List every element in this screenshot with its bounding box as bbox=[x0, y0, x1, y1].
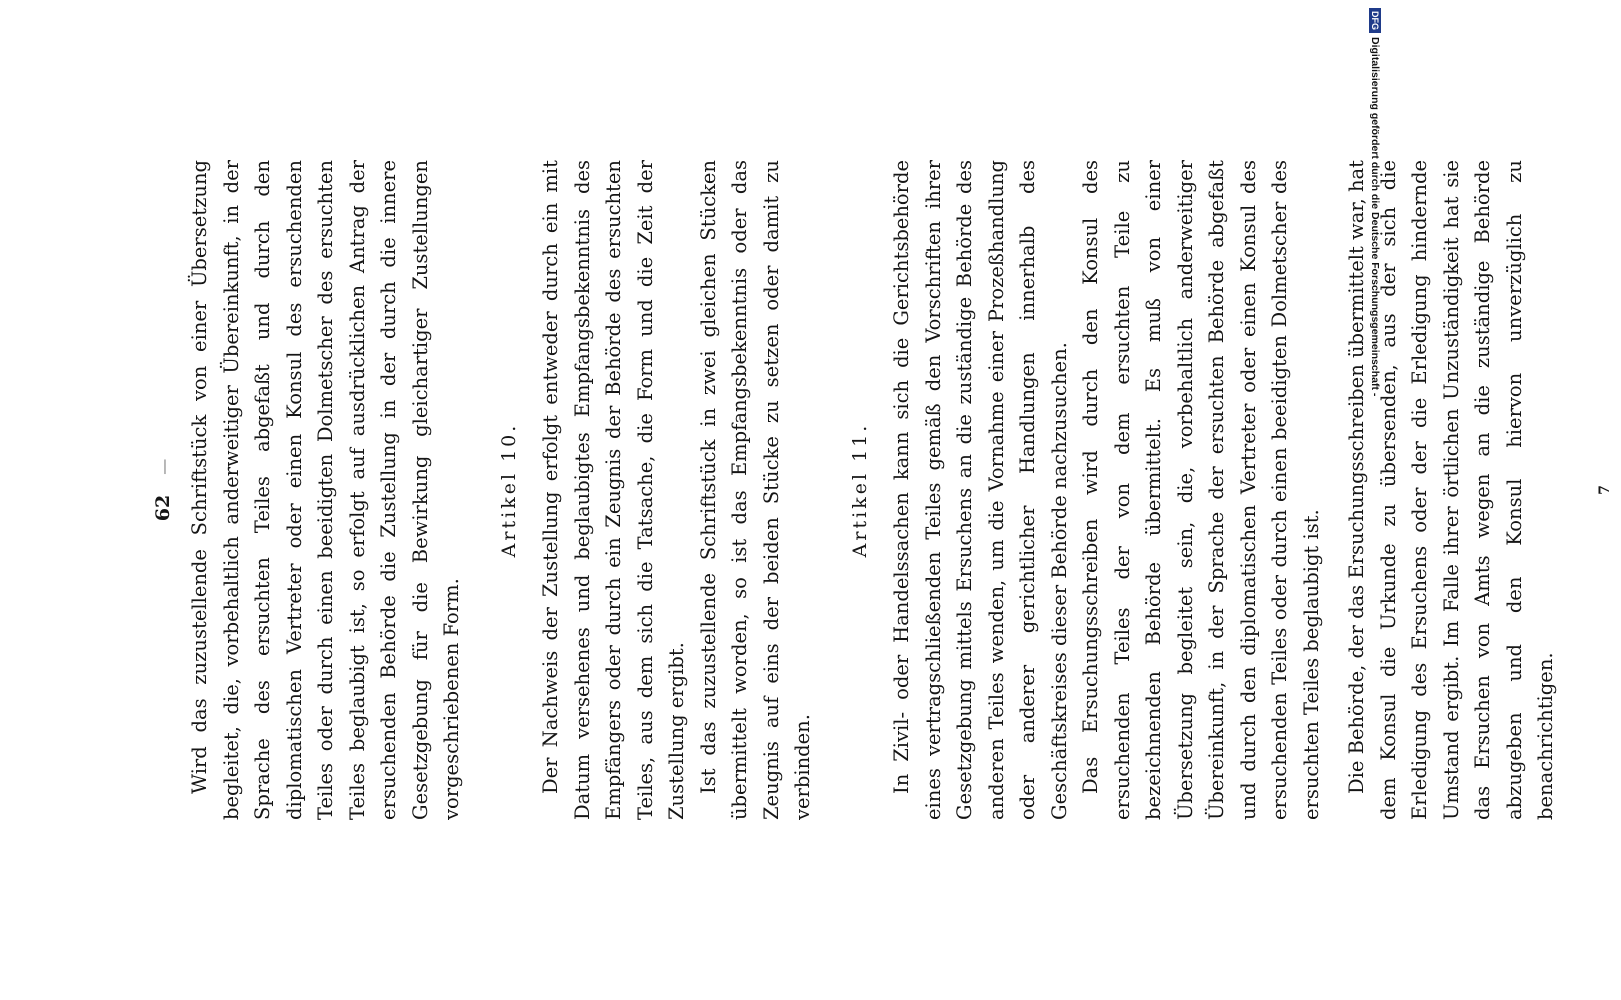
intro-paragraph: Wird das zuzustellende Schriftstück von einer Übersetzung begleitet, die, vorbehaltlich anderweitiger Übereinkunft, in der Sprache des ersuchten Teiles abgefaßt und durch den diplomatischen Vertreter oder einen Konsul des ersuchenden Teiles oder durch einen beeidigten Dolmetscher des ersuchten Teiles beglaubigt ist, so erfolgt auf ausdrücklichen Antrag der ersuchenden Behörde die Zustellung in der durch die innere Gesetzgebung für die Bewirkung gleichartiger Zustellungen vorgeschriebenen Form. bbox=[188, 160, 463, 820]
stamp-text: Digitalisierung gefördert durch die Deutsche Forschungsgemeinschaft - bbox=[1369, 37, 1381, 397]
signature-number: 7 bbox=[1596, 485, 1613, 495]
header-dash: — bbox=[154, 458, 174, 475]
dfg-stamp bbox=[1361, 8, 1383, 400]
article-11-paragraph-2: Das Ersuchungsschreiben wird durch den Konsul des ersuchenden Teiles der von dem ersuchten Teile zu bezeichnenden Behörde übermittelt. Es muß von einer Übersetzung begleitet sein, die, vorbehaltlich anderweitiger Übereinkunft, in der Sprache der ersuchten Behörde abgefaßt und durch den diplomatischen Vertreter oder einen Konsul des ersuchenden Teiles oder durch einen beeidigten Dolmetscher des ersuchten Teiles beglaubigt ist. bbox=[1079, 160, 1323, 820]
page-number: 62 bbox=[152, 494, 175, 522]
article-11-paragraph-1: In Zivil- oder Handelssachen kann sich die Gerichtsbehörde eines vertragschließenden Teiles gemäß den Vorschriften ihrer Gesetzgebung mittels Ersuchens an die zuständige Behörde des anderen Teiles wenden, um die Vornahme einer Prozeßhandlung oder anderer gerichtlicher Handlungen innerhalb des Geschäftskreises dieser Behörde nachzusuchen. bbox=[890, 160, 1071, 820]
article-10-paragraph-2: Ist das zuzustellende Schriftstück in zwei gleichen Stücken übermittelt worden, so ist das Empfangsbekenntnis oder das Zeugnis auf eins der beiden Stücke zu setzen oder damit zu verbinden. bbox=[696, 160, 814, 820]
page-header bbox=[150, 160, 178, 820]
dfg-logo: DFG bbox=[1369, 8, 1381, 33]
rotated-text-block bbox=[150, 160, 1621, 820]
article-10-paragraph-1: Der Nachweis der Zustellung erfolgt entweder durch ein mit Datum versehenes und beglaubigtes Empfangsbekenntnis des Empfängers oder durch ein Zeugnis der Behörde des ersuchten Teiles, aus dem sich die Tatsache, die Form und die Zeit der Zustellung ergibt. bbox=[539, 160, 688, 820]
article-11-title: Artikel 11. bbox=[848, 422, 871, 558]
article-10-title: Artikel 10. bbox=[497, 422, 520, 558]
article-11-paragraph-3: Die Behörde, der das Ersuchungsschreiben übermittelt war, hat dem Konsul die Urkunde zu übersenden, aus der sich die Erledigung des Ersuchens oder der die Erledigung hindernde Umstand ergibt. Im Falle ihrer örtlichen Unzuständigkeit hat sie das Ersuchen von Amts wegen an die zuständige Behörde abzugeben und den Konsul hiervon unverzüglich zu benachrichtigen. bbox=[1345, 160, 1557, 820]
